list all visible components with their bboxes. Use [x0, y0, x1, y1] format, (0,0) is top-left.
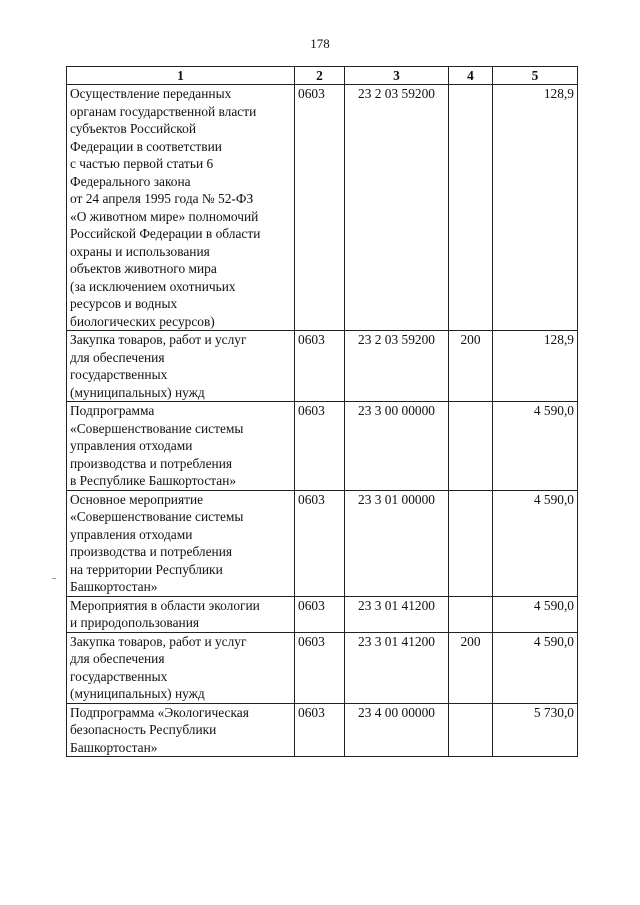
table-row: [67, 632, 578, 703]
scan-mark: [52, 578, 56, 579]
row-name-cell: Закупка товаров, работ и услуг для обеспечения государственных (муниципальных) нужд: [67, 331, 295, 402]
table-row: [67, 596, 578, 632]
row-amount-cell: 4 590,0: [493, 402, 578, 491]
table-row: [67, 490, 578, 596]
row-section-cell: 0603: [295, 490, 345, 596]
row-section-cell: 0603: [295, 85, 345, 331]
row-name-cell: Осуществление переданных органам государственной власти субъектов Российской Федерации в соответствии с частью первой статьи 6 Федерального закона от 24 апреля 1995 года № 52-ФЗ «О животном мире» полномочий Российской Федерации в области охраны и использования объектов животного мира (за исключением охотничьих ресурсов и водных биологических ресурсов): [67, 85, 295, 331]
row-name-cell: Подпрограмма «Совершенствование системы управления отходами производства и потребления в Республике Башкортостан»: [67, 402, 295, 491]
row-section-cell: 0603: [295, 703, 345, 757]
row-code-cell: 23 3 00 00000: [345, 402, 449, 491]
row-type-cell: [449, 402, 493, 491]
table-header-row: [67, 67, 578, 85]
row-name-cell: Мероприятия в области экологии и природопользования: [67, 596, 295, 632]
column-header-section: 2: [295, 67, 345, 85]
row-amount-cell: 4 590,0: [493, 596, 578, 632]
row-section-cell: 0603: [295, 632, 345, 703]
page-number: 178: [310, 36, 330, 51]
row-code-cell: 23 2 03 59200: [345, 331, 449, 402]
row-section-cell: 0603: [295, 596, 345, 632]
row-name-cell: Закупка товаров, работ и услуг для обеспечения государственных (муниципальных) нужд: [67, 632, 295, 703]
row-code-cell: 23 3 01 41200: [345, 596, 449, 632]
row-type-cell: 200: [449, 331, 493, 402]
row-type-cell: [449, 703, 493, 757]
row-amount-cell: 4 590,0: [493, 490, 578, 596]
table-row: [67, 331, 578, 402]
row-name-cell: Основное мероприятие «Совершенствование системы управления отходами производства и потребления на территории Республики Башкортостан»: [67, 490, 295, 596]
row-section-cell: 0603: [295, 402, 345, 491]
row-code-cell: 23 2 03 59200: [345, 85, 449, 331]
row-code-cell: 23 3 01 41200: [345, 632, 449, 703]
row-section-cell: 0603: [295, 331, 345, 402]
table-row: [67, 703, 578, 757]
row-type-cell: [449, 596, 493, 632]
column-header-expense-type: 4: [449, 67, 493, 85]
row-amount-cell: 5 730,0: [493, 703, 578, 757]
row-code-cell: 23 3 01 00000: [345, 490, 449, 596]
row-type-cell: [449, 85, 493, 331]
row-amount-cell: 128,9: [493, 331, 578, 402]
row-name-cell: Подпрограмма «Экологическая безопасность Республики Башкортостан»: [67, 703, 295, 757]
budget-table: [66, 66, 578, 757]
row-amount-cell: 4 590,0: [493, 632, 578, 703]
column-header-target-code: 3: [345, 67, 449, 85]
row-type-cell: [449, 490, 493, 596]
row-code-cell: 23 4 00 00000: [345, 703, 449, 757]
table-row: [67, 85, 578, 331]
column-header-name: 1: [67, 67, 295, 85]
column-header-amount: 5: [493, 67, 578, 85]
table-row: [67, 402, 578, 491]
row-type-cell: 200: [449, 632, 493, 703]
row-amount-cell: 128,9: [493, 85, 578, 331]
